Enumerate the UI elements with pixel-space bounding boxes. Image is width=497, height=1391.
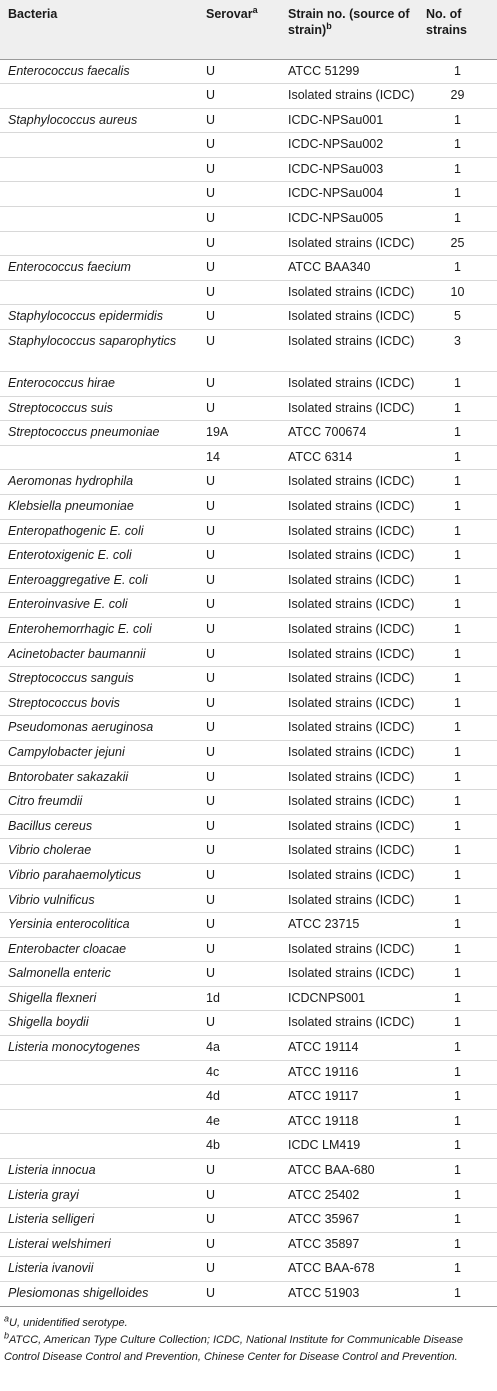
table-row [0, 231, 497, 256]
cell-strain: Isolated strains (ICDC) [280, 330, 418, 372]
cell-serovar: U [198, 1159, 280, 1184]
serovar-footnote-mark: a [252, 5, 258, 15]
cell-count: 1 [418, 1109, 497, 1134]
cell-count: 1 [418, 740, 497, 765]
table-row [0, 1011, 497, 1036]
cell-serovar: U [198, 937, 280, 962]
cell-bacteria: Staphylococcus epidermidis [0, 305, 198, 330]
cell-bacteria: Shigella boydii [0, 1011, 198, 1036]
cell-count: 1 [418, 593, 497, 618]
cell-bacteria: Streptococcus pneumoniae [0, 421, 198, 446]
header-bacteria: Bacteria [0, 0, 198, 59]
cell-serovar: U [198, 962, 280, 987]
cell-serovar: U [198, 207, 280, 232]
cell-bacteria: Listeria selligeri [0, 1208, 198, 1233]
cell-bacteria: Listeria ivanovii [0, 1257, 198, 1282]
cell-bacteria: Enteropathogenic E. coli [0, 519, 198, 544]
cell-serovar: U [198, 1183, 280, 1208]
table-row [0, 1109, 497, 1134]
cell-bacteria: Plesiomonas shigelloides [0, 1282, 198, 1307]
cell-serovar: U [198, 667, 280, 692]
cell-strain: Isolated strains (ICDC) [280, 839, 418, 864]
table-body [0, 59, 497, 1306]
cell-serovar: U [198, 790, 280, 815]
cell-serovar: U [198, 231, 280, 256]
cell-strain: Isolated strains (ICDC) [280, 593, 418, 618]
cell-serovar: U [198, 495, 280, 520]
cell-count: 1 [418, 372, 497, 397]
cell-bacteria [0, 84, 198, 109]
table-row [0, 519, 497, 544]
cell-bacteria: Staphylococcus aureus [0, 108, 198, 133]
cell-serovar: U [198, 1232, 280, 1257]
cell-serovar: U [198, 544, 280, 569]
cell-bacteria: Enterococcus hirae [0, 372, 198, 397]
cell-bacteria: Yersinia enterocolitica [0, 913, 198, 938]
table-row [0, 986, 497, 1011]
cell-bacteria: Bntorobater sakazakii [0, 765, 198, 790]
table-row [0, 182, 497, 207]
table-row [0, 1232, 497, 1257]
cell-strain: ATCC 25402 [280, 1183, 418, 1208]
cell-strain: Isolated strains (ICDC) [280, 667, 418, 692]
cell-count: 10 [418, 280, 497, 305]
cell-bacteria: Enterobacter cloacae [0, 937, 198, 962]
table-row [0, 1282, 497, 1307]
cell-bacteria: Salmonella enteric [0, 962, 198, 987]
cell-bacteria: Citro freumdii [0, 790, 198, 815]
cell-count: 1 [418, 470, 497, 495]
cell-bacteria: Listeria monocytogenes [0, 1036, 198, 1061]
cell-serovar: U [198, 157, 280, 182]
cell-strain: ICDC-NPSau005 [280, 207, 418, 232]
cell-serovar: U [198, 642, 280, 667]
footnote-text: ATCC, American Type Culture Collection; ICDC, National Institute for Communicable Disease Control Disease Control and Prevention, Chinese Center for Disease Control and Prevention. [4, 1333, 464, 1363]
cell-strain: Isolated strains (ICDC) [280, 962, 418, 987]
cell-strain: ATCC BAA-678 [280, 1257, 418, 1282]
table-row [0, 133, 497, 158]
cell-serovar: U [198, 256, 280, 281]
table-row [0, 568, 497, 593]
table-row [0, 396, 497, 421]
cell-bacteria: Pseudomonas aeruginosa [0, 716, 198, 741]
cell-serovar: 19A [198, 421, 280, 446]
cell-count: 1 [418, 1036, 497, 1061]
cell-strain: ATCC 35967 [280, 1208, 418, 1233]
table-row [0, 716, 497, 741]
cell-serovar: U [198, 691, 280, 716]
cell-strain: ICDC-NPSau001 [280, 108, 418, 133]
cell-bacteria: Klebsiella pneumoniae [0, 495, 198, 520]
cell-strain: ATCC 51903 [280, 1282, 418, 1307]
cell-bacteria: Listerai welshimeri [0, 1232, 198, 1257]
cell-serovar: U [198, 182, 280, 207]
cell-bacteria: Aeromonas hydrophila [0, 470, 198, 495]
cell-bacteria: Enterotoxigenic E. coli [0, 544, 198, 569]
cell-serovar: U [198, 84, 280, 109]
cell-serovar: U [198, 1282, 280, 1307]
cell-strain: ATCC 51299 [280, 59, 418, 84]
cell-bacteria [0, 182, 198, 207]
cell-count: 1 [418, 962, 497, 987]
cell-strain: ATCC 19117 [280, 1085, 418, 1110]
cell-serovar: U [198, 108, 280, 133]
cell-bacteria [0, 1060, 198, 1085]
cell-strain: Isolated strains (ICDC) [280, 280, 418, 305]
cell-bacteria: Acinetobacter baumannii [0, 642, 198, 667]
table-row [0, 1257, 497, 1282]
table-row [0, 280, 497, 305]
cell-count: 1 [418, 445, 497, 470]
cell-bacteria: Enteroinvasive E. coli [0, 593, 198, 618]
cell-strain: ICDCNPS001 [280, 986, 418, 1011]
table-row [0, 691, 497, 716]
cell-bacteria: Vibrio parahaemolyticus [0, 863, 198, 888]
cell-count: 29 [418, 84, 497, 109]
cell-count: 1 [418, 1208, 497, 1233]
table-row [0, 913, 497, 938]
cell-count: 1 [418, 986, 497, 1011]
cell-count: 1 [418, 1011, 497, 1036]
cell-count: 1 [418, 544, 497, 569]
cell-strain: ICDC-NPSau002 [280, 133, 418, 158]
cell-serovar: 4c [198, 1060, 280, 1085]
cell-strain: ATCC 35897 [280, 1232, 418, 1257]
table-row [0, 617, 497, 642]
table-row [0, 207, 497, 232]
cell-serovar: 4a [198, 1036, 280, 1061]
table-row [0, 642, 497, 667]
table-row [0, 445, 497, 470]
cell-count: 1 [418, 1085, 497, 1110]
cell-serovar: U [198, 396, 280, 421]
cell-bacteria: Enterococcus faecium [0, 256, 198, 281]
cell-strain: Isolated strains (ICDC) [280, 617, 418, 642]
table-row [0, 1085, 497, 1110]
cell-serovar: 4b [198, 1134, 280, 1159]
cell-strain: ICDC LM419 [280, 1134, 418, 1159]
table-row [0, 256, 497, 281]
cell-bacteria: Listeria innocua [0, 1159, 198, 1184]
cell-strain: Isolated strains (ICDC) [280, 765, 418, 790]
table-row [0, 305, 497, 330]
cell-strain: Isolated strains (ICDC) [280, 495, 418, 520]
cell-serovar: U [198, 1208, 280, 1233]
table-row [0, 108, 497, 133]
cell-serovar: U [198, 593, 280, 618]
footnote-mark: b [4, 1329, 10, 1340]
cell-bacteria: Vibrio vulnificus [0, 888, 198, 913]
cell-strain: Isolated strains (ICDC) [280, 519, 418, 544]
cell-serovar: U [198, 740, 280, 765]
cell-serovar: U [198, 519, 280, 544]
footnote-text: U, unidentified serotype. [9, 1316, 128, 1329]
cell-count: 1 [418, 495, 497, 520]
cell-serovar: U [198, 133, 280, 158]
cell-bacteria: Enteroaggregative E. coli [0, 568, 198, 593]
cell-count: 1 [418, 937, 497, 962]
cell-count: 1 [418, 59, 497, 84]
cell-bacteria: Campylobacter jejuni [0, 740, 198, 765]
cell-bacteria [0, 1134, 198, 1159]
cell-strain: Isolated strains (ICDC) [280, 305, 418, 330]
table-row [0, 1183, 497, 1208]
cell-serovar: U [198, 372, 280, 397]
cell-count: 1 [418, 814, 497, 839]
cell-strain: Isolated strains (ICDC) [280, 568, 418, 593]
table-row [0, 421, 497, 446]
cell-count: 5 [418, 305, 497, 330]
table-row [0, 765, 497, 790]
cell-count: 1 [418, 182, 497, 207]
table-row [0, 157, 497, 182]
strain-footnote-mark: b [326, 21, 332, 31]
cell-serovar: U [198, 913, 280, 938]
cell-strain: Isolated strains (ICDC) [280, 396, 418, 421]
table-row [0, 1208, 497, 1233]
cell-count: 1 [418, 617, 497, 642]
table-row [0, 372, 497, 397]
cell-strain: Isolated strains (ICDC) [280, 470, 418, 495]
cell-count: 1 [418, 157, 497, 182]
cell-strain: Isolated strains (ICDC) [280, 888, 418, 913]
cell-count: 1 [418, 1159, 497, 1184]
cell-bacteria [0, 207, 198, 232]
cell-bacteria: Listeria grayi [0, 1183, 198, 1208]
table-row [0, 814, 497, 839]
cell-strain: Isolated strains (ICDC) [280, 716, 418, 741]
cell-count: 1 [418, 108, 497, 133]
cell-count: 1 [418, 1282, 497, 1307]
footnote [4, 1329, 497, 1366]
cell-serovar: U [198, 470, 280, 495]
header-serovar: Serovar$^a$ [198, 0, 280, 59]
table-row [0, 470, 497, 495]
cell-strain: Isolated strains (ICDC) [280, 642, 418, 667]
cell-strain: ATCC 700674 [280, 421, 418, 446]
cell-serovar: U [198, 863, 280, 888]
cell-serovar: U [198, 814, 280, 839]
cell-count: 1 [418, 863, 497, 888]
cell-strain: Isolated strains (ICDC) [280, 863, 418, 888]
table-footnotes [0, 1307, 497, 1366]
cell-count: 1 [418, 1134, 497, 1159]
cell-count: 1 [418, 1257, 497, 1282]
table-row [0, 839, 497, 864]
cell-strain: Isolated strains (ICDC) [280, 740, 418, 765]
table-row [0, 1036, 497, 1061]
cell-strain: ATCC BAA-680 [280, 1159, 418, 1184]
cell-strain: Isolated strains (ICDC) [280, 790, 418, 815]
cell-bacteria [0, 280, 198, 305]
cell-strain: ATCC BAA340 [280, 256, 418, 281]
cell-bacteria: Streptococcus suis [0, 396, 198, 421]
cell-bacteria: Staphylococcus saparophytics [0, 330, 198, 372]
cell-strain: Isolated strains (ICDC) [280, 231, 418, 256]
cell-serovar: 4d [198, 1085, 280, 1110]
table-row [0, 330, 497, 372]
cell-serovar: U [198, 1011, 280, 1036]
table-row [0, 863, 497, 888]
cell-serovar: 1d [198, 986, 280, 1011]
cell-count: 1 [418, 396, 497, 421]
table-row [0, 84, 497, 109]
cell-bacteria: Vibrio cholerae [0, 839, 198, 864]
table-row [0, 937, 497, 962]
cell-count: 1 [418, 716, 497, 741]
table-row [0, 593, 497, 618]
table-row [0, 1159, 497, 1184]
cell-count: 1 [418, 691, 497, 716]
cell-strain: ICDC-NPSau003 [280, 157, 418, 182]
header-strain: Strain no. (source of strain)$^b$ [280, 0, 418, 59]
table-row [0, 888, 497, 913]
cell-bacteria: Streptococcus sanguis [0, 667, 198, 692]
table-row [0, 544, 497, 569]
cell-serovar: U [198, 330, 280, 372]
cell-count: 3 [418, 330, 497, 372]
cell-strain: Isolated strains (ICDC) [280, 372, 418, 397]
cell-count: 1 [418, 839, 497, 864]
cell-strain: Isolated strains (ICDC) [280, 84, 418, 109]
table-row [0, 790, 497, 815]
cell-bacteria: Enterococcus faecalis [0, 59, 198, 84]
cell-bacteria [0, 133, 198, 158]
table-row [0, 1134, 497, 1159]
cell-count: 1 [418, 642, 497, 667]
cell-count: 1 [418, 1060, 497, 1085]
cell-serovar: 4e [198, 1109, 280, 1134]
cell-strain: ATCC 6314 [280, 445, 418, 470]
cell-count: 1 [418, 913, 497, 938]
cell-strain: Isolated strains (ICDC) [280, 937, 418, 962]
cell-serovar: 14 [198, 445, 280, 470]
table-row [0, 740, 497, 765]
cell-count: 1 [418, 207, 497, 232]
table-row [0, 495, 497, 520]
cell-serovar: U [198, 716, 280, 741]
cell-bacteria [0, 231, 198, 256]
cell-strain: Isolated strains (ICDC) [280, 814, 418, 839]
cell-count: 1 [418, 519, 497, 544]
cell-count: 1 [418, 133, 497, 158]
header-count: No. of strains [418, 0, 497, 59]
cell-bacteria: Streptococcus bovis [0, 691, 198, 716]
table-row [0, 667, 497, 692]
cell-strain: ATCC 23715 [280, 913, 418, 938]
cell-strain: ICDC-NPSau004 [280, 182, 418, 207]
cell-count: 1 [418, 421, 497, 446]
cell-serovar: U [198, 1257, 280, 1282]
table-row [0, 1060, 497, 1085]
cell-count: 1 [418, 765, 497, 790]
cell-serovar: U [198, 617, 280, 642]
cell-serovar: U [198, 765, 280, 790]
cell-count: 1 [418, 256, 497, 281]
header-row [0, 0, 497, 59]
cell-count: 1 [418, 790, 497, 815]
cell-serovar: U [198, 59, 280, 84]
table-row [0, 962, 497, 987]
table-row [0, 59, 497, 84]
table-header [0, 0, 497, 59]
cell-serovar: U [198, 280, 280, 305]
cell-serovar: U [198, 888, 280, 913]
cell-bacteria: Bacillus cereus [0, 814, 198, 839]
cell-count: 1 [418, 568, 497, 593]
footnote-mark: a [4, 1312, 10, 1323]
cell-count: 25 [418, 231, 497, 256]
cell-bacteria [0, 445, 198, 470]
cell-count: 1 [418, 888, 497, 913]
cell-serovar: U [198, 839, 280, 864]
cell-count: 1 [418, 1232, 497, 1257]
cell-bacteria: Shigella flexneri [0, 986, 198, 1011]
cell-strain: ATCC 19116 [280, 1060, 418, 1085]
cell-serovar: U [198, 305, 280, 330]
cell-serovar: U [198, 568, 280, 593]
footnote [4, 1312, 497, 1332]
cell-strain: Isolated strains (ICDC) [280, 544, 418, 569]
cell-strain: Isolated strains (ICDC) [280, 1011, 418, 1036]
cell-strain: Isolated strains (ICDC) [280, 691, 418, 716]
cell-count: 1 [418, 667, 497, 692]
cell-count: 1 [418, 1183, 497, 1208]
cell-bacteria [0, 1109, 198, 1134]
cell-bacteria: Enterohemorrhagic E. coli [0, 617, 198, 642]
cell-bacteria [0, 1085, 198, 1110]
cell-strain: ATCC 19114 [280, 1036, 418, 1061]
cell-bacteria [0, 157, 198, 182]
cell-strain: ATCC 19118 [280, 1109, 418, 1134]
